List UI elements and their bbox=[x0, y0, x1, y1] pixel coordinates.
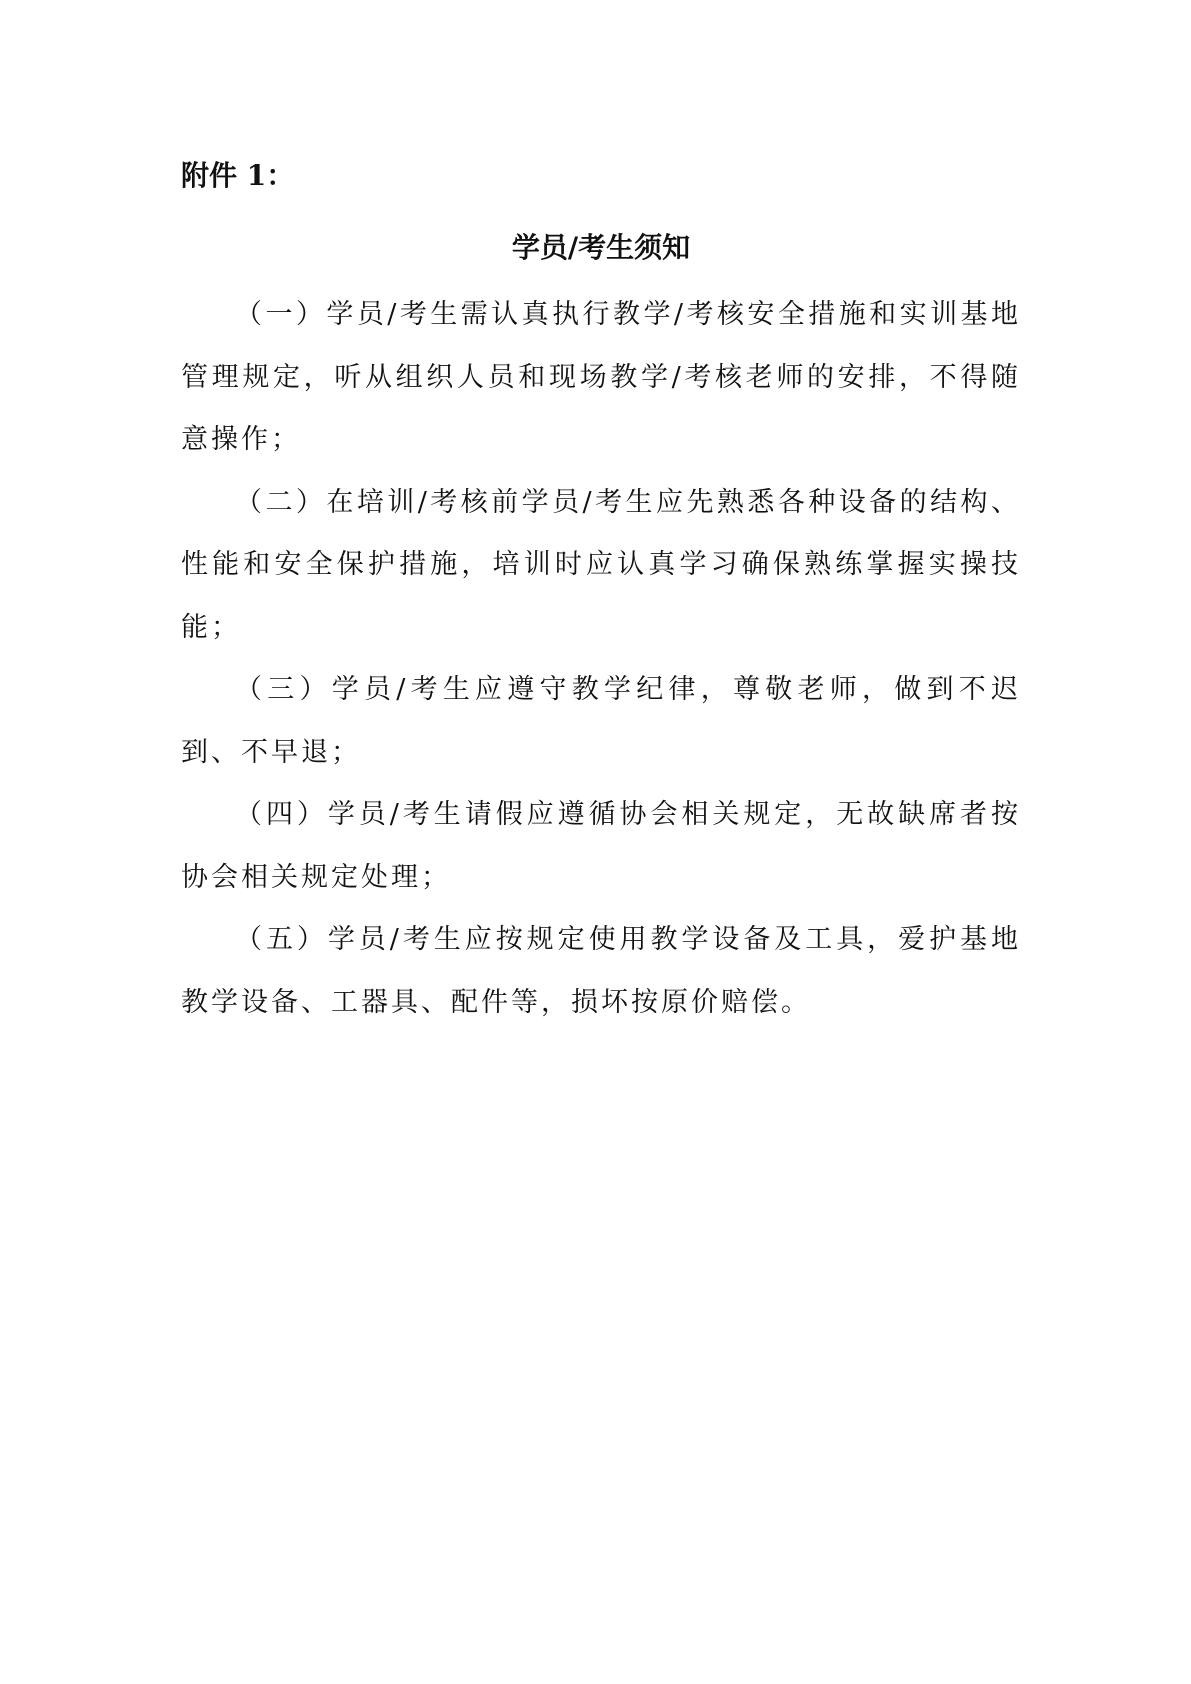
document-page bbox=[181, 140, 1021, 1034]
attachment-label: 附件 1： bbox=[181, 159, 295, 192]
clause-4: （四）学员/考生请假应遵循协会相关规定，无故缺席者按协会相关规定处理； bbox=[181, 799, 1021, 893]
clause-1: （一）学员/考生需认真执行教学/考核安全措施和实训基地管理规定，听从组织人员和现场教学/考核老师的安排，不得随意操作； bbox=[181, 299, 1021, 455]
document-title: 学员/考生须知 bbox=[511, 231, 691, 264]
clause-2: （二）在培训/考核前学员/考生应先熟悉各种设备的结构、性能和安全保护措施，培训时应认真学习确保熟练掌握实操技能； bbox=[181, 486, 1021, 643]
clause-3: （三）学员/考生应遵守教学纪律，尊敬老师，做到不迟到、不早退； bbox=[181, 674, 1021, 768]
clause-5: （五）学员/考生应按规定使用教学设备及工具，爱护基地教学设备、工器具、配件等，损坏按原价赔偿。 bbox=[181, 924, 1021, 1018]
